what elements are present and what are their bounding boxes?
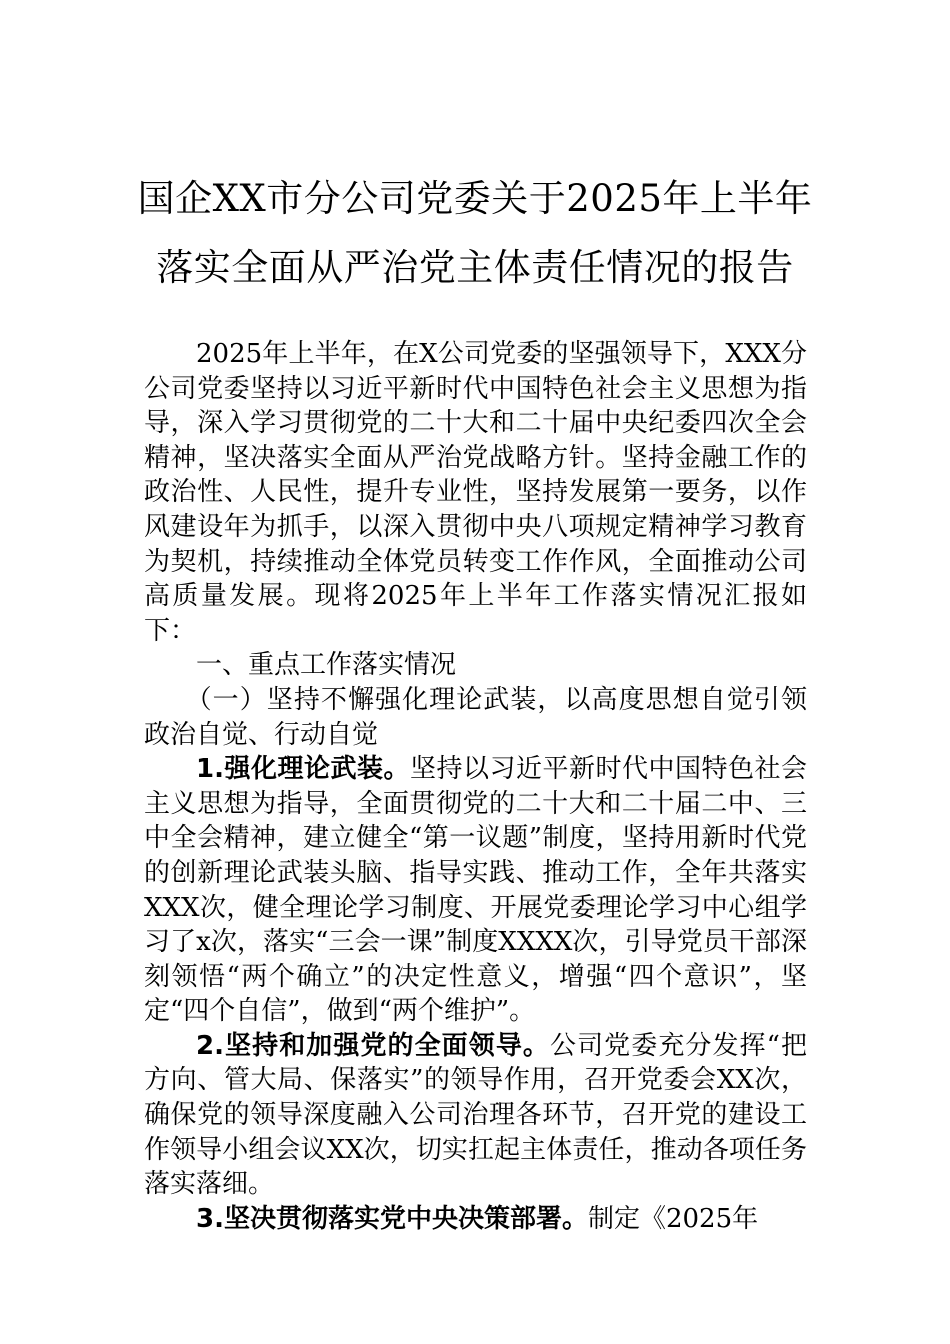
item-text: 制定《2025年 — [587, 1203, 759, 1234]
document-body — [144, 337, 807, 1236]
item-paragraph — [144, 1202, 807, 1237]
subsection-heading: （一）坚持不懈强化理论武装，以高度思想自觉引领政治自觉、行动自觉 — [144, 684, 807, 750]
item-paragraph — [144, 752, 807, 1029]
item-lead: 1.强化理论武装。 — [196, 754, 410, 785]
item-lead: 2.坚持和加强党的全面领导。 — [196, 1030, 550, 1061]
item-paragraph — [144, 1029, 807, 1202]
document-title-line-2: 落实全面从严治党主体责任情况的报告 — [156, 246, 794, 289]
section-heading: 一、重点工作落实情况 — [196, 650, 457, 681]
item-text: 公司党委充分发挥“把方向、管大局、保落实”的领导作用，召开党委会XX次，确保党的领导深度融入公司治理各环节，召开党的建设工作领导小组会议XX次，切实扛起主体责任，推动各项任务落实落细。 — [144, 1030, 808, 1200]
item-text: 坚持以习近平新时代中国特色社会主义思想为指导，全面贯彻党的二十大和二十届二中、三中全会精神，建立健全“第一议题”制度，坚持用新时代党的创新理论武装头脑、指导实践、推动工作，全年共落实XXX次，健全理论学习制度、开展党委理论学习中心组学习了x次，落实“三会一课”制度XXXX次，引导党员干部深刻领悟“两个确立”的决定性意义，增强“四个意识”，坚定“四个自信”，做到“两个维护”。 — [144, 754, 807, 1027]
item-lead: 3.坚决贯彻落实党中央决策部署。 — [196, 1203, 588, 1234]
intro-paragraph: 2025年上半年，在X公司党委的坚强领导下，XXX分公司党委坚持以习近平新时代中国特色社会主义思想为指导，深入学习贯彻党的二十大和二十届中央纪委四次全会精神，坚决落实全面从严治党战略方针。坚持金融工作的政治性、人民性，提升专业性，坚持发展第一要务，以作风建设年为抓手，以深入贯彻中央八项规定精神学习教育为契机，持续推动全体党员转变工作作风，全面推动公司高质量发展。现将2025年上半年工作落实情况汇报如下： — [144, 339, 807, 646]
document-title-line-1: 国企XX市分公司党委关于2025年上半年 — [137, 177, 813, 220]
